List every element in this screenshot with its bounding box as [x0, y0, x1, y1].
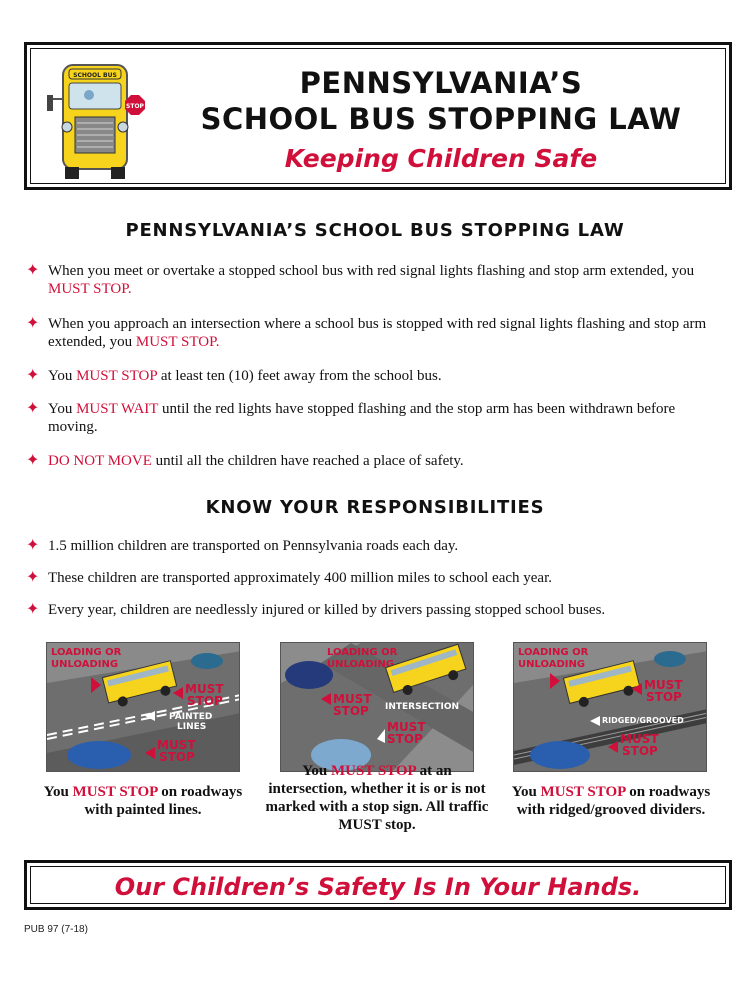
- must-label: MUST: [387, 720, 426, 734]
- loading-label: LOADING OR: [518, 647, 589, 658]
- must-label: MUST: [333, 692, 372, 706]
- law-bullet-3: [26, 367, 726, 385]
- law-heading: PENNSYLVANIA’S SCHOOL BUS STOPPING LAW: [125, 220, 625, 241]
- stop-label: STOP: [159, 750, 195, 764]
- must-label: MUST: [157, 738, 196, 752]
- star-bullet-icon: ✦: [26, 398, 40, 417]
- painted-label: PAINTED: [169, 712, 213, 722]
- must-label: MUST: [620, 732, 659, 746]
- stop-label: STOP: [187, 694, 223, 708]
- header-title-line1: PENNSYLVANIA’S: [299, 66, 583, 100]
- scene-intersection: [280, 642, 474, 772]
- law-bullet-1: [26, 262, 726, 298]
- unloading-label: UNLOADING: [51, 659, 119, 670]
- bullet-text: When you approach an intersection where a school bus is stopped with red signal lights flashing and stop arm extended, you: [48, 316, 707, 350]
- bullet-text: until all the children have reached a place of safety.: [151, 453, 464, 469]
- emphasis-text: DO NOT MOVE: [48, 453, 152, 469]
- stop-label: STOP: [333, 704, 369, 718]
- emphasis-text: MUST WAIT: [76, 401, 159, 417]
- bullet-text: When you meet or overtake a stopped school bus with red signal lights flashing and stop arm extended, you: [48, 263, 695, 279]
- bullet-text: until the red lights have stopped flashing and the stop arm has been withdrawn before moving.: [48, 401, 676, 435]
- law-bullet-5: [26, 452, 726, 470]
- publication-number: PUB 97 (7-18): [24, 924, 88, 935]
- loading-label: LOADING OR: [51, 647, 122, 658]
- star-bullet-icon: ✦: [26, 260, 40, 279]
- emphasis-text: MUST STOP: [72, 784, 158, 800]
- resp-bullet-2: [26, 569, 726, 587]
- caption-text: You: [302, 763, 331, 779]
- bullet-text: You: [48, 401, 77, 417]
- bullet-text: You: [48, 368, 77, 384]
- responsibilities-heading: KNOW YOUR RESPONSIBILITIES: [205, 497, 545, 518]
- must-label: MUST: [185, 682, 224, 696]
- emphasis-text: MUST STOP: [331, 763, 416, 779]
- painted-lines-illustration: [47, 643, 240, 772]
- stop-sign-text: STOP: [126, 103, 144, 110]
- star-bullet-icon: ✦: [26, 599, 40, 618]
- bullet-text: Every year, children are needlessly injured or killed by drivers passing stopped school buses.: [48, 602, 606, 618]
- loading-label: LOADING OR: [327, 647, 398, 658]
- bullet-text: These children are transported approximately 400 million miles to school each year.: [48, 570, 553, 586]
- star-bullet-icon: ✦: [26, 535, 40, 554]
- law-bullet-2: [26, 315, 726, 351]
- star-bullet-icon: ✦: [26, 567, 40, 586]
- law-bullet-4: [26, 400, 726, 436]
- resp-bullet-3: [26, 601, 726, 619]
- caption-text: You: [511, 784, 541, 800]
- star-bullet-icon: ✦: [26, 450, 40, 469]
- footer-slogan: Our Children’s Safety Is In Your Hands.: [30, 866, 726, 904]
- header-banner: [24, 42, 732, 190]
- header-subtitle: Keeping Children Safe: [284, 144, 598, 173]
- scene-painted-lines: [46, 642, 240, 772]
- star-bullet-icon: ✦: [26, 365, 40, 384]
- star-bullet-icon: ✦: [26, 313, 40, 332]
- caption-text: on roadways with ridged/grooved dividers.: [516, 784, 711, 818]
- caption-text: You: [43, 784, 73, 800]
- unloading-label: UNLOADING: [327, 659, 395, 670]
- stop-label: STOP: [622, 744, 658, 758]
- school-bus-icon: [45, 59, 145, 181]
- scene-ridged-dividers: [513, 642, 707, 772]
- emphasis-text: MUST STOP: [76, 368, 158, 384]
- bus-sign-text: SCHOOL BUS: [73, 72, 117, 79]
- footer-banner: [24, 860, 732, 910]
- emphasis-text: MUST STOP.: [135, 334, 220, 350]
- caption-intersection: [262, 762, 492, 834]
- lines-label: LINES: [177, 722, 207, 732]
- emphasis-text: MUST STOP: [540, 784, 626, 800]
- resp-bullet-1: [26, 537, 726, 555]
- intersection-label: INTERSECTION: [385, 702, 460, 712]
- caption-painted-lines: [36, 783, 250, 819]
- header-inner: [30, 48, 726, 184]
- ridged-label: RIDGED/GROOVED: [602, 716, 684, 725]
- unloading-label: UNLOADING: [518, 659, 586, 670]
- stop-label: STOP: [387, 732, 423, 746]
- intersection-illustration: [281, 643, 474, 772]
- bullet-text: 1.5 million children are transported on Pennsylvania roads each day.: [48, 538, 459, 554]
- caption-text: at an intersection, whether it is or is not marked with a stop sign. All traffic MUST stop.: [265, 763, 489, 833]
- ridged-dividers-illustration: [514, 643, 707, 772]
- caption-ridged-dividers: [500, 783, 722, 819]
- caption-text: on roadways with painted lines.: [84, 784, 243, 818]
- bullet-text: at least ten (10) feet away from the school bus.: [157, 368, 442, 384]
- header-title-line2: SCHOOL BUS STOPPING LAW: [200, 102, 682, 136]
- must-label: MUST: [644, 678, 683, 692]
- emphasis-text: MUST STOP.: [48, 281, 132, 297]
- stop-label: STOP: [646, 690, 682, 704]
